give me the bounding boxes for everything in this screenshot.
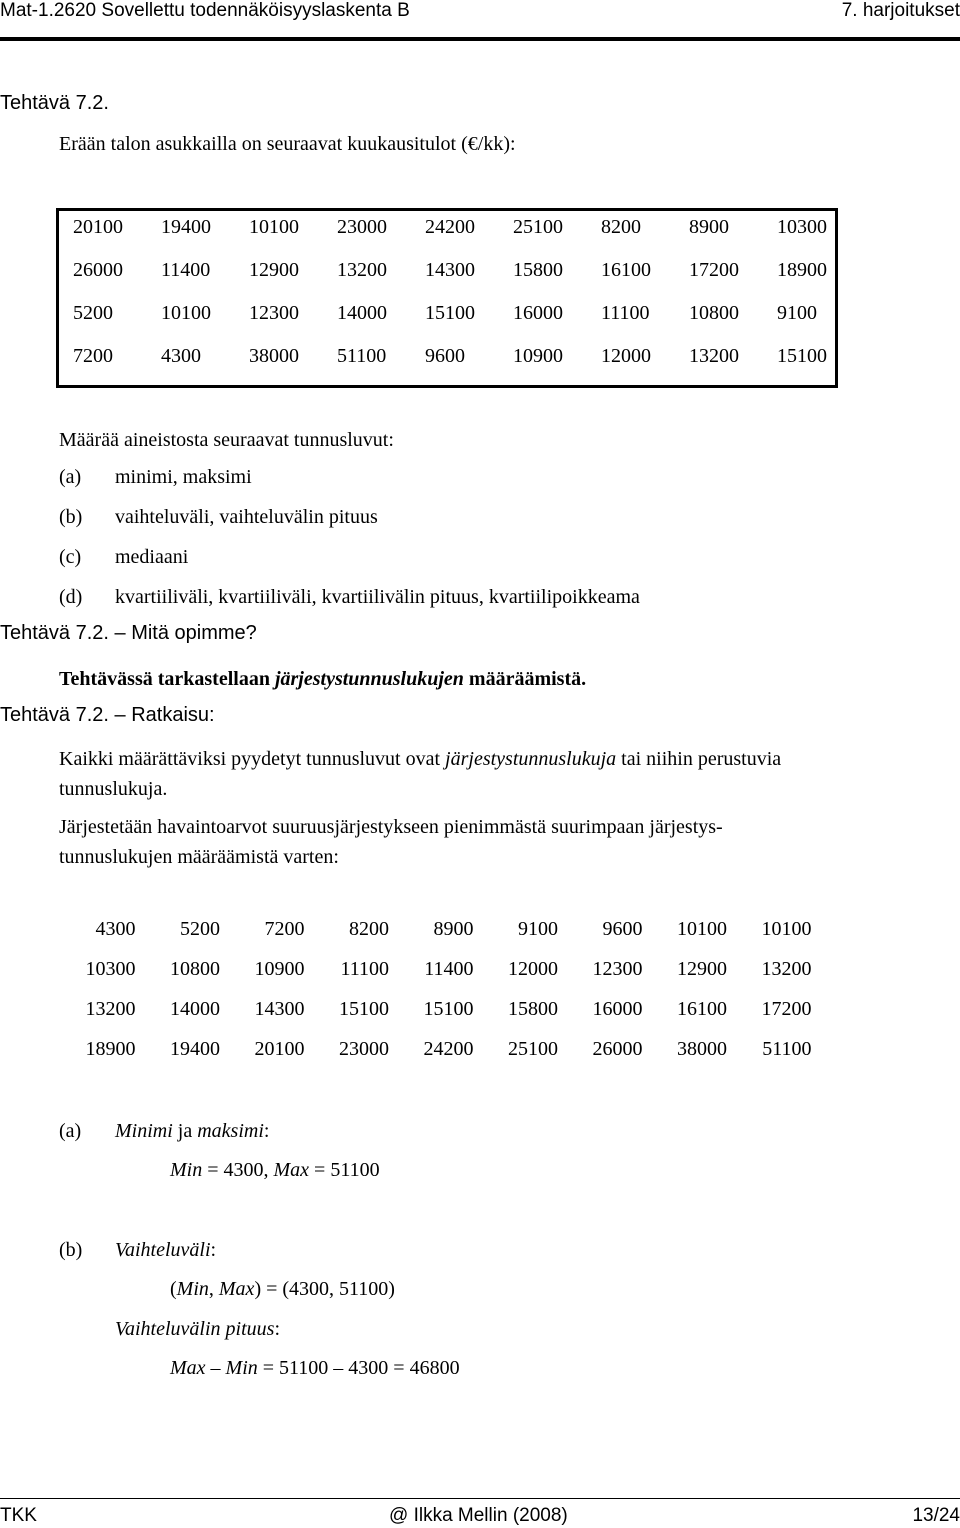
- table-cell: 11100: [340, 958, 389, 980]
- answer-a-formula: [170, 1159, 380, 1182]
- course-title: Mat-1.2620 Sovellettu todennäköisyyslaskenta B: [0, 0, 410, 21]
- paragraph-part: tai niihin perustuvia: [616, 748, 782, 770]
- table-cell: 10100: [677, 918, 727, 940]
- table-cell: 15100: [777, 345, 827, 367]
- solution-paragraph-2-line2: tunnuslukujen määräämistä varten:: [59, 846, 339, 868]
- solution-paragraph-1: [59, 742, 781, 776]
- table-cell: 5200: [180, 918, 220, 940]
- table-cell: 10300: [777, 216, 827, 238]
- exercise-title: 7. harjoitukset: [841, 0, 960, 21]
- question-label: (a): [59, 466, 82, 488]
- table-cell: 13200: [761, 958, 812, 980]
- learn-text: [59, 662, 586, 696]
- table-cell: 12300: [592, 958, 643, 980]
- table-cell: 8900: [433, 918, 474, 940]
- table-cell: 7200: [264, 918, 305, 940]
- table-cell: 26000: [592, 1038, 643, 1060]
- task-title: Tehtävä 7.2.: [0, 92, 109, 114]
- table-cell: 51100: [762, 1038, 812, 1060]
- term-emphasis: Vaihteluväli: [115, 1239, 211, 1261]
- table-cell: 38000: [677, 1038, 727, 1060]
- table-cell: 9600: [602, 918, 643, 940]
- table-cell: 24200: [423, 1038, 474, 1060]
- table-cell: 15100: [425, 302, 475, 324]
- learn-text-emphasis: järjestystunnuslukujen: [274, 668, 464, 690]
- answer-a-title: [115, 1120, 269, 1143]
- table-cell: 13200: [689, 345, 739, 367]
- table-cell: 10300: [85, 958, 136, 980]
- table-cell: 12300: [249, 302, 299, 324]
- table-row: [51, 1038, 812, 1061]
- table-cell: 17200: [761, 998, 812, 1020]
- table-row: [61, 302, 853, 325]
- formula-symbol: Min: [225, 1357, 258, 1379]
- table-cell: 8200: [349, 918, 389, 940]
- table-cell: 14000: [337, 302, 387, 324]
- table-cell: 24200: [425, 216, 475, 238]
- term-text: :: [274, 1318, 280, 1340]
- table-cell: 15800: [513, 259, 563, 281]
- formula-text: = 51100 – 4300 = 46800: [257, 1357, 460, 1379]
- solution-paragraph-1-line2: tunnuslukuja.: [59, 778, 168, 800]
- answer-label: (b): [59, 1239, 83, 1261]
- table-cell: 13200: [85, 998, 136, 1020]
- table-cell: 19400: [170, 1038, 220, 1060]
- header-rule: [0, 37, 960, 41]
- table-cell: 7200: [73, 345, 113, 367]
- formula-text: = 4300,: [202, 1159, 274, 1181]
- formula-text: –: [205, 1357, 226, 1379]
- formula-text: ) = (4300, 51100): [254, 1278, 395, 1300]
- table-cell: 4300: [95, 918, 136, 940]
- formula-symbol: Min: [176, 1278, 209, 1300]
- table-cell: 9100: [518, 918, 558, 940]
- table-cell: 18900: [85, 1038, 136, 1060]
- formula-text: = 51100: [309, 1159, 380, 1181]
- table-cell: 20100: [73, 216, 123, 238]
- table-cell: 10100: [249, 216, 299, 238]
- term-emphasis: Vaihteluvälin pituus: [115, 1318, 275, 1340]
- table-cell: 18900: [777, 259, 827, 281]
- question-text: mediaani: [115, 546, 189, 568]
- question-text: kvartiiliväli, kvartiiliväli, kvartiilivälin pituus, kvartiilipoikkeama: [115, 586, 640, 608]
- question-label: (d): [59, 586, 83, 608]
- table-cell: 9600: [425, 345, 465, 367]
- answer-b-formula: [170, 1278, 395, 1301]
- formula-symbol: Max: [273, 1159, 310, 1181]
- footer-rule: [0, 1498, 960, 1499]
- learn-title: Tehtävä 7.2. – Mitä opimme?: [0, 622, 257, 644]
- table-cell: 8900: [689, 216, 729, 238]
- table-cell: 12000: [508, 958, 558, 980]
- paragraph-part: Kaikki määrättäviksi pyydetyt tunnusluvut ovat: [59, 748, 446, 770]
- table-cell: 12900: [677, 958, 727, 980]
- term-emphasis: Minimi: [115, 1120, 173, 1142]
- table-cell: 15100: [423, 998, 474, 1020]
- table-cell: 16100: [601, 259, 651, 281]
- table-cell: 26000: [73, 259, 123, 281]
- question-text: minimi, maksimi: [115, 466, 252, 488]
- table-cell: 17200: [689, 259, 739, 281]
- table-cell: 10100: [161, 302, 211, 324]
- answer-b-title: [115, 1239, 216, 1262]
- term-text: :: [263, 1120, 270, 1142]
- answer-b-formula-2: [170, 1357, 460, 1380]
- table-cell: 11100: [601, 302, 650, 324]
- formula-text: ,: [208, 1278, 219, 1300]
- footer-institution: TKK: [0, 1505, 37, 1526]
- table-cell: 11400: [161, 259, 211, 281]
- table-cell: 14300: [425, 259, 475, 281]
- table-cell: 10800: [170, 958, 220, 980]
- table-cell: 51100: [337, 345, 387, 367]
- table-cell: 8200: [601, 216, 641, 238]
- table-row: [51, 958, 812, 981]
- table-row: [61, 216, 853, 239]
- table-cell: 23000: [339, 1038, 389, 1060]
- table-cell: 9100: [777, 302, 817, 324]
- table-row: [61, 345, 853, 368]
- income-data-table: [56, 208, 838, 388]
- solution-paragraph-2: Järjestetään havaintoarvot suuruusjärjestykseen pienimmästä suurimpaan järjestys-: [59, 816, 723, 838]
- formula-text: (: [170, 1278, 177, 1300]
- table-cell: 16000: [592, 998, 643, 1020]
- table-cell: 16000: [513, 302, 563, 324]
- table-cell: 25100: [513, 216, 563, 238]
- table-cell: 10100: [761, 918, 812, 940]
- table-cell: 14300: [254, 998, 305, 1020]
- table-cell: 11400: [424, 958, 474, 980]
- table-cell: 23000: [337, 216, 387, 238]
- sorted-data-table: [51, 918, 811, 1078]
- learn-text-part: määräämistä.: [463, 668, 587, 690]
- table-cell: 15800: [508, 998, 558, 1020]
- formula-symbol: Min: [170, 1159, 203, 1181]
- paragraph-emphasis: järjestystunnuslukuja: [445, 748, 617, 770]
- formula-symbol: Max: [218, 1278, 255, 1300]
- answer-label: (a): [59, 1120, 82, 1142]
- table-cell: 12900: [249, 259, 299, 281]
- page-number: 13/24: [912, 1505, 960, 1526]
- table-row: [61, 259, 853, 282]
- table-cell: 13200: [337, 259, 387, 281]
- question-label: (b): [59, 506, 83, 528]
- table-cell: 20100: [254, 1038, 305, 1060]
- footer-author: @ Ilkka Mellin (2008): [389, 1505, 568, 1526]
- table-cell: 10800: [689, 302, 739, 324]
- table-cell: 38000: [249, 345, 299, 367]
- answer-b-title-2: [115, 1318, 280, 1341]
- table-cell: 25100: [508, 1038, 558, 1060]
- table-cell: 5200: [73, 302, 113, 324]
- table-row: [51, 918, 812, 941]
- term-text: :: [210, 1239, 217, 1261]
- table-row: [51, 998, 812, 1021]
- table-cell: 15100: [339, 998, 389, 1020]
- table-cell: 10900: [513, 345, 563, 367]
- table-cell: 12000: [601, 345, 651, 367]
- solution-title: Tehtävä 7.2. – Ratkaisu:: [0, 704, 215, 726]
- table-cell: 19400: [161, 216, 211, 238]
- question-intro: Määrää aineistosta seuraavat tunnusluvut:: [59, 429, 394, 451]
- question-label: (c): [59, 546, 82, 568]
- table-cell: 14000: [170, 998, 220, 1020]
- table-cell: 10900: [254, 958, 305, 980]
- learn-text-part: Tehtävässä tarkastellaan: [59, 668, 275, 690]
- table-cell: 4300: [161, 345, 201, 367]
- task-intro: Erään talon asukkailla on seuraavat kuukausitulot (€/kk):: [59, 133, 516, 155]
- question-text: vaihteluväli, vaihteluvälin pituus: [115, 506, 378, 528]
- term-emphasis: maksimi: [197, 1120, 264, 1142]
- table-cell: 16100: [677, 998, 727, 1020]
- term-text: ja: [172, 1120, 198, 1142]
- formula-symbol: Max: [170, 1357, 206, 1379]
